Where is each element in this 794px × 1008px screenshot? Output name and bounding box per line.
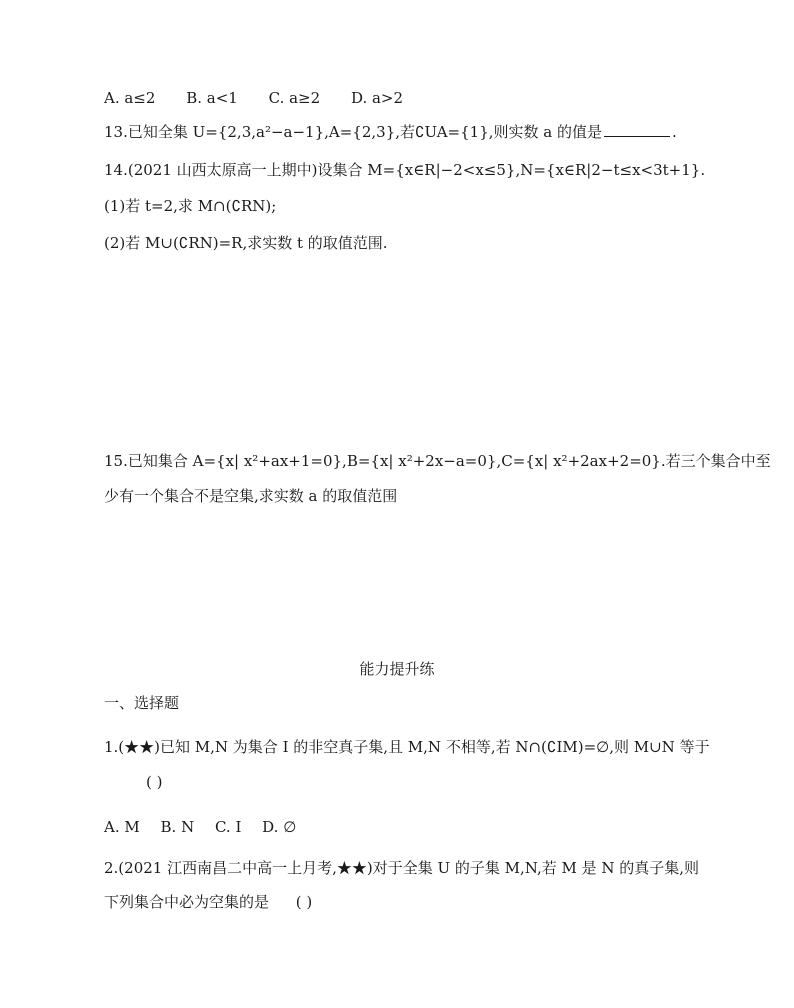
problem-1-line-1: 1.(★★)已知 M,N 为集合 I 的非空真子集,且 M,N 不相等,若 N∩(∁IM)=∅,则 M∪N 等于 [104, 738, 710, 756]
problem-2-line-2-text: 下列集合中必为空集的是 [104, 893, 270, 911]
problem-2-paren: ( ) [295, 893, 313, 911]
p1-option-c: C. I [214, 818, 242, 836]
question-15-line-1: 15.已知集合 A={x| x²+ax+1=0},B={x| x²+2x−a=0},C={x| x²+2ax+2=0}.若三个集合中至 [104, 452, 771, 470]
problem-2-line-2 [104, 892, 312, 912]
problem-2-line-1: 2.(2021 江西南昌二中高一上月考,★★)对于全集 U 的子集 M,N,若 M 是 N 的真子集,则 [104, 859, 700, 877]
q12-options [104, 88, 429, 108]
question-14-stem: 14.(2021 山西太原高一上期中)设集合 M={x∈R|−2<x≤5},N={x∈R|2−t≤x<3t+1}. [104, 161, 706, 179]
q12-option-a: A. a≤2 [104, 89, 156, 107]
q13-end: . [672, 123, 677, 141]
p1-option-a: A. M [104, 818, 140, 836]
p1-option-b: B. N [160, 818, 195, 836]
question-13 [104, 122, 677, 142]
question-14-part-1: (1)若 t=2,求 M∩(∁RN); [104, 197, 277, 215]
q13-text: 13.已知全集 U={2,3,a²−a−1},A={2,3},若∁UA={1},则实数 a 的值是 [104, 123, 603, 141]
question-14-part-2: (2)若 M∪(∁RN)=R,求实数 t 的取值范围. [104, 234, 388, 252]
answer-blank [604, 122, 670, 137]
p1-option-d: D. ∅ [262, 818, 297, 836]
q12-option-b: B. a<1 [186, 89, 238, 107]
problem-1-options [104, 817, 312, 837]
section-title: 能力提升练 [359, 660, 435, 678]
problem-1-paren: ( ) [146, 773, 163, 791]
q12-option-d: D. a>2 [350, 89, 404, 107]
subsection-heading: 一、选择题 [104, 694, 180, 712]
q12-option-c: C. a≥2 [268, 89, 321, 107]
question-15-line-2: 少有一个集合不是空集,求实数 a 的取值范围 [104, 487, 398, 505]
